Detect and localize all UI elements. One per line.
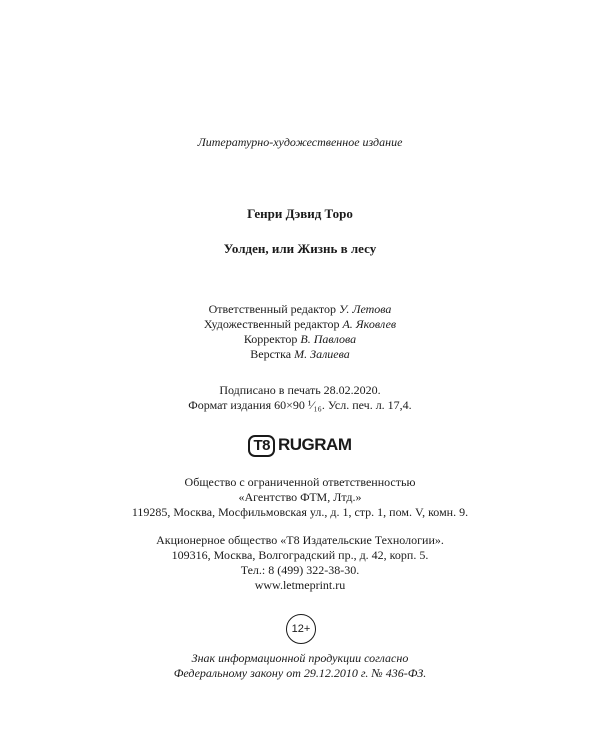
series-label: Литературно-художественное издание <box>197 135 403 149</box>
t8-rugram-logo <box>0 433 600 457</box>
publisher2-website: www.letmeprint.ru <box>254 578 346 592</box>
credit-name: В. Павлова <box>300 332 357 346</box>
credit-role: Корректор <box>243 332 298 346</box>
credit-line <box>0 302 600 317</box>
credit-role: Верстка <box>250 347 292 361</box>
credit-role: Ответственный редактор <box>208 302 336 316</box>
publisher2-phone: Тел.: 8 (499) 322-38-30. <box>240 563 360 577</box>
publisher1-line: Общество с ограниченной ответственностью <box>184 475 416 489</box>
credit-line <box>0 332 600 347</box>
print-format: Формат издания 60×90 ¹⁄₁₆. Усл. печ. л. 17,4. <box>188 398 412 412</box>
t8-logo-mark: T8 <box>248 435 275 457</box>
publisher1-line: «Агентство ФТМ, Лтд.» <box>238 490 362 504</box>
book-title: Уолден, или Жизнь в лесу <box>223 241 377 256</box>
credit-name: А. Яковлев <box>342 317 397 331</box>
print-signed: Подписано в печать 28.02.2020. <box>219 383 381 397</box>
logo-wordmark: RUGRAM <box>278 435 352 454</box>
age-rating-icon: 12+ <box>286 614 316 644</box>
credit-name: У. Летова <box>339 302 392 316</box>
credit-role: Художественный редактор <box>203 317 340 331</box>
age-note-line: Знак информационной продукции согласно <box>191 651 409 665</box>
publisher2-line: Акционерное общество «Т8 Издательские Технологии». <box>156 533 444 547</box>
credit-name: М. Залиева <box>294 347 350 361</box>
publisher1-address: 119285, Москва, Мосфильмовская ул., д. 1, стр. 1, пом. V, комн. 9. <box>131 505 469 519</box>
age-note-line: Федеральному закону от 29.12.2010 г. № 436-ФЗ. <box>173 666 427 680</box>
credit-line <box>0 317 600 332</box>
credit-line <box>0 347 600 362</box>
author-name: Генри Дэвид Торо <box>247 206 353 221</box>
publisher2-address: 109316, Москва, Волгоградский пр., д. 42, корп. 5. <box>171 548 429 562</box>
